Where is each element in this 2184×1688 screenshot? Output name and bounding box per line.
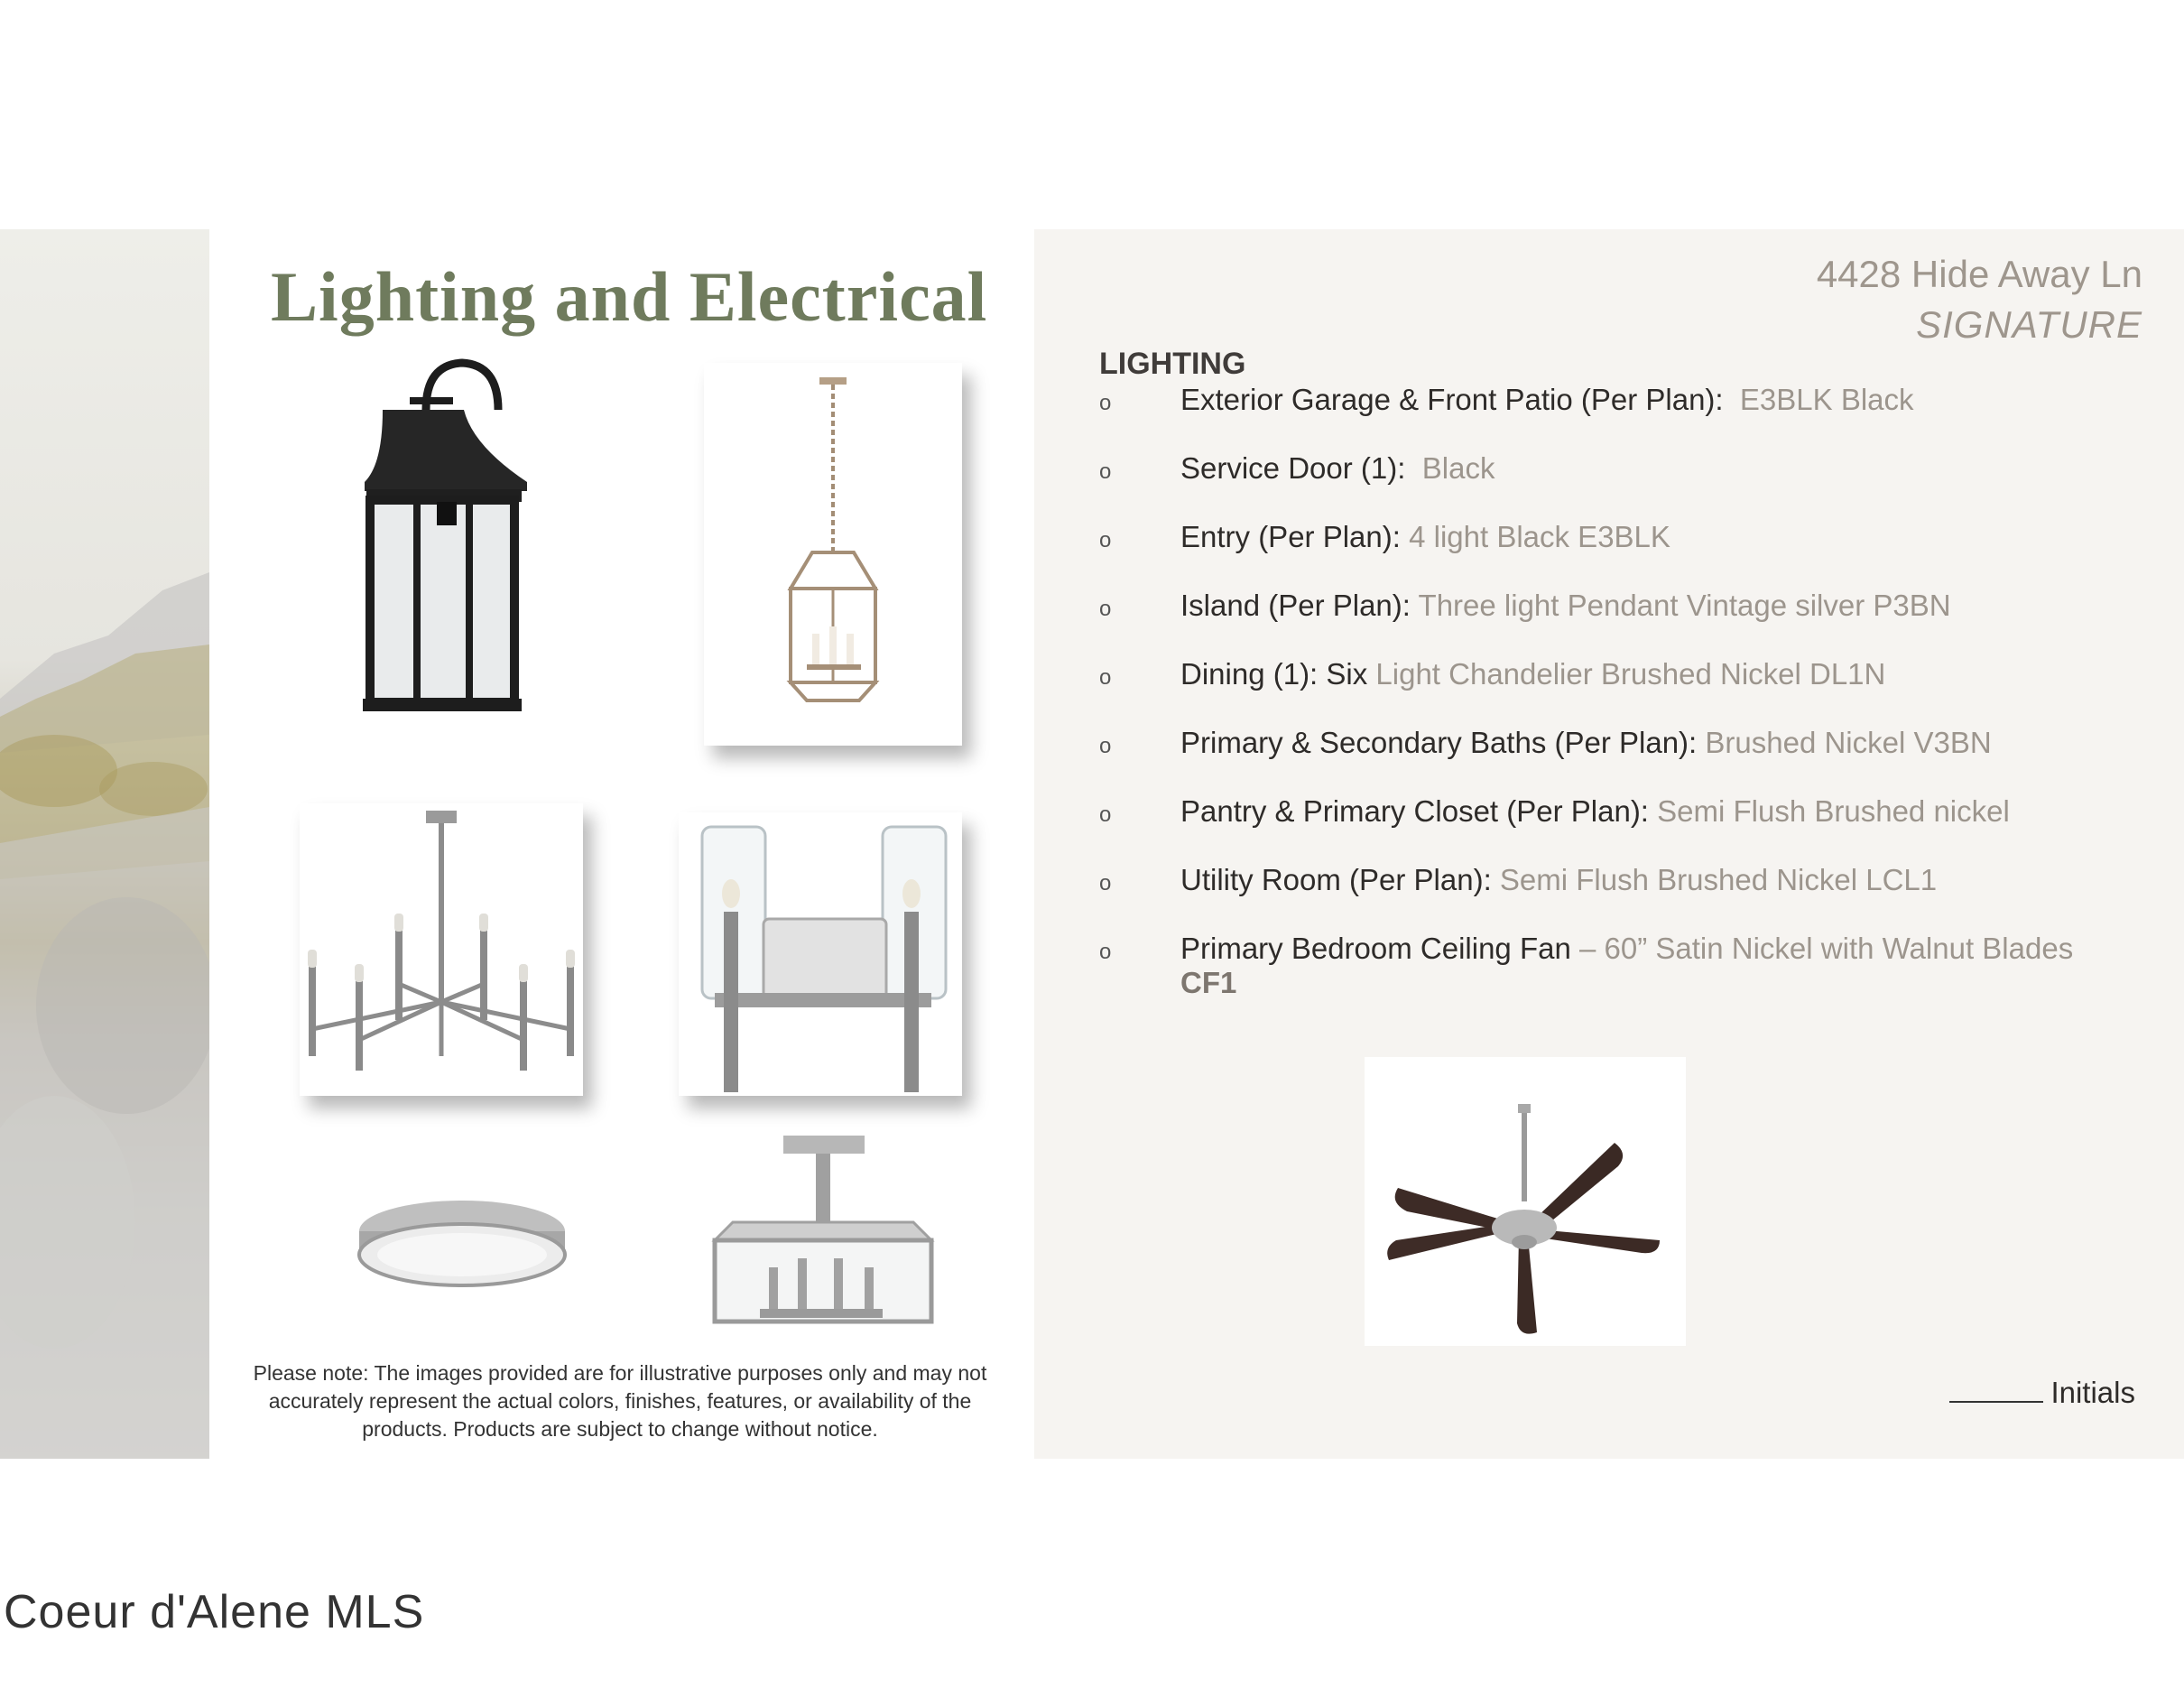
product-images-panel	[209, 229, 1034, 1459]
item-label: Entry (Per Plan):	[1180, 520, 1401, 553]
bullet-icon: o	[1099, 665, 1112, 690]
bullet-icon: o	[1099, 734, 1112, 758]
initials-line	[1949, 1401, 2043, 1403]
package-name: SIGNATURE	[1916, 303, 2142, 346]
initials-field[interactable]	[1949, 1376, 2135, 1410]
bullet-icon: o	[1099, 802, 1112, 827]
cage-pendant-image	[704, 363, 962, 746]
bullet-icon: o	[1099, 871, 1112, 895]
two-light-vanity-image	[679, 812, 962, 1096]
watermark: Coeur d'Alene MLS	[4, 1586, 425, 1638]
item-value: Light Chandelier Brushed Nickel DL1N	[1375, 657, 1886, 691]
item-value: – 60” Satin Nickel with Walnut Blades	[1579, 932, 2074, 965]
item-label: Utility Room (Per Plan):	[1180, 863, 1492, 896]
bullet-icon: o	[1099, 528, 1112, 552]
list-item	[1099, 520, 2146, 589]
specification-panel	[1034, 229, 2184, 1459]
address-block	[1817, 249, 2142, 350]
slide	[0, 229, 2184, 1459]
item-value: Semi Flush Brushed Nickel LCL1	[1499, 863, 1938, 896]
item-label: Primary Bedroom Ceiling Fan	[1180, 932, 1571, 965]
bullet-icon: o	[1099, 597, 1112, 621]
bullet-icon: o	[1099, 391, 1112, 415]
six-light-chandelier-image	[300, 803, 583, 1096]
bullet-icon: o	[1099, 940, 1112, 964]
item-value: Black	[1421, 451, 1495, 485]
list-item	[1099, 589, 2146, 657]
item-label: Exterior Garage & Front Patio (Per Plan):	[1180, 383, 1724, 416]
item-label: Primary & Secondary Baths (Per Plan):	[1180, 726, 1698, 759]
item-label: Service Door (1):	[1180, 451, 1406, 485]
list-item	[1099, 383, 2146, 451]
list-item	[1099, 726, 2146, 794]
disclaimer-note: Please note: The images provided are for illustrative purposes only and may not accurately represent the actual colors, finishes, features, or availability of the products. Products are subject to change without notice.	[253, 1361, 987, 1441]
item-value: Brushed Nickel V3BN	[1705, 726, 1992, 759]
list-item	[1099, 932, 2146, 1000]
item-label: Pantry & Primary Closet (Per Plan):	[1180, 794, 1649, 828]
list-item	[1099, 657, 2146, 726]
list-item	[1099, 863, 2146, 932]
section-title: LIGHTING	[1099, 347, 1246, 381]
ceiling-fan-image	[1365, 1057, 1686, 1346]
wall-lantern-image	[354, 356, 534, 717]
bullet-icon: o	[1099, 459, 1112, 484]
list-item	[1099, 451, 2146, 520]
landscape-photo-strip	[0, 229, 209, 1459]
initials-label: Initials	[2050, 1376, 2135, 1409]
address: 4428 Hide Away Ln	[1816, 253, 2142, 295]
item-value: Three light Pendant Vintage silver P3BN	[1418, 589, 1951, 622]
item-value: E3BLK Black	[1739, 383, 1914, 416]
semi-flush-lantern-image	[697, 1132, 967, 1331]
item-label: Island (Per Plan):	[1180, 589, 1411, 622]
item-value: Semi Flush Brushed nickel	[1657, 794, 2010, 828]
flush-ceiling-light-image	[354, 1186, 570, 1294]
lighting-list	[1099, 383, 2146, 1000]
item-code: CF1	[1180, 966, 1237, 999]
list-item	[1099, 794, 2146, 863]
item-value: 4 light Black E3BLK	[1409, 520, 1670, 553]
item-label: Dining (1): Six	[1180, 657, 1368, 691]
page-title: Lighting and Electrical	[271, 257, 988, 336]
